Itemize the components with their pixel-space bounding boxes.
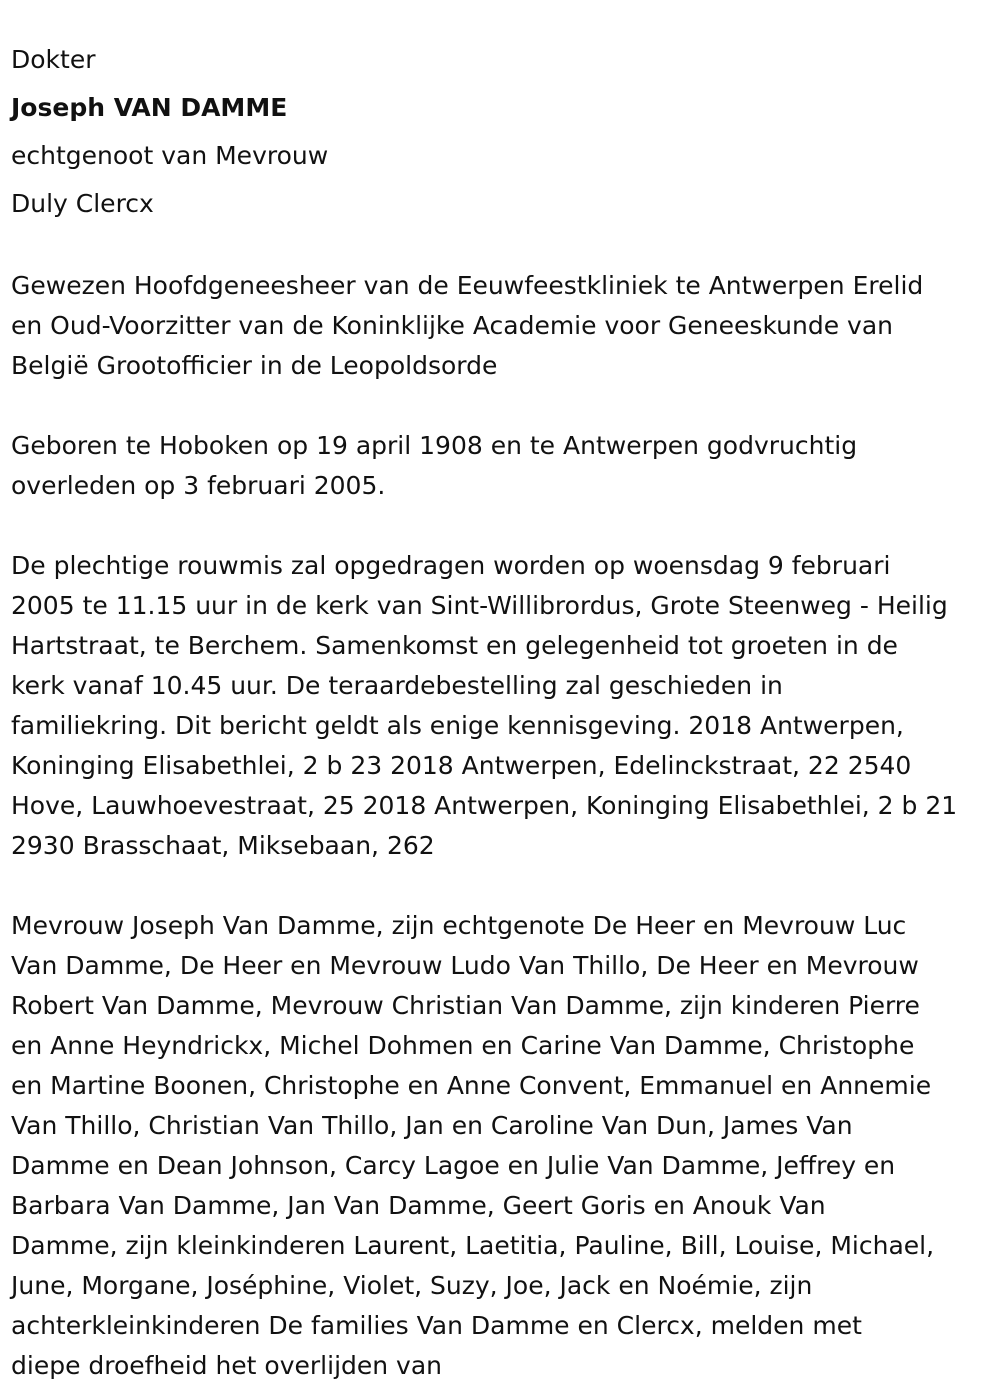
titles-paragraph <box>11 266 988 386</box>
paragraph-line: en Anne Heyndrickx, Michel Dohmen en Carine Van Damme, Christophe <box>11 1031 915 1060</box>
funeral-details-paragraph <box>11 546 988 866</box>
title-prefix: Dokter <box>11 45 96 74</box>
paragraph-line: Van Damme, De Heer en Mevrouw Ludo Van Thillo, De Heer en Mevrouw <box>11 951 919 980</box>
paragraph-line: Mevrouw Joseph Van Damme, zijn echtgenote De Heer en Mevrouw Luc <box>11 911 907 940</box>
relation-text: echtgenoot van Mevrouw <box>11 141 329 170</box>
spacer <box>11 386 988 426</box>
spacer <box>11 866 988 906</box>
paragraph-line: België Grootofficier in de Leopoldsorde <box>11 351 498 380</box>
paragraph-line: 2005 te 11.15 uur in de kerk van Sint-Willibrordus, Grote Steenweg - Heilig <box>11 591 948 620</box>
paragraph-line: Damme, zijn kleinkinderen Laurent, Laetitia, Pauline, Bill, Louise, Michael, <box>11 1231 935 1260</box>
paragraph-line: achterkleinkinderen De families Van Damme en Clercx, melden met <box>11 1311 862 1340</box>
spacer <box>11 506 988 546</box>
paragraph-line: June, Morgane, Joséphine, Violet, Suzy, Joe, Jack en Noémie, zijn <box>11 1271 813 1300</box>
paragraph-line: Damme en Dean Johnson, Carcy Lagoe en Julie Van Damme, Jeffrey en <box>11 1151 896 1180</box>
spouse-name: Duly Clercx <box>11 189 154 218</box>
spacer <box>11 228 988 266</box>
paragraph-line: 2930 Brasschaat, Miksebaan, 262 <box>11 831 435 860</box>
family-paragraph <box>11 906 988 1386</box>
paragraph-line: overleden op 3 februari 2005. <box>11 471 386 500</box>
paragraph-line: Koninging Elisabethlei, 2 b 23 2018 Antwerpen, Edelinckstraat, 22 2540 <box>11 751 912 780</box>
paragraph-line: en Martine Boonen, Christophe en Anne Convent, Emmanuel en Annemie <box>11 1071 932 1100</box>
paragraph-line: Robert Van Damme, Mevrouw Christian Van Damme, zijn kinderen Pierre <box>11 991 920 1020</box>
paragraph-line: Van Thillo, Christian Van Thillo, Jan en Caroline Van Dun, James Van <box>11 1111 853 1140</box>
paragraph-line: Geboren te Hoboken op 19 april 1908 en te Antwerpen godvruchtig <box>11 431 858 460</box>
paragraph-line: Barbara Van Damme, Jan Van Damme, Geert Goris en Anouk Van <box>11 1191 826 1220</box>
deceased-name: Joseph VAN DAMME <box>11 93 288 122</box>
paragraph-line: De plechtige rouwmis zal opgedragen worden op woensdag 9 februari <box>11 551 891 580</box>
birth-death-paragraph <box>11 426 988 506</box>
paragraph-line: Hove, Lauwhoevestraat, 25 2018 Antwerpen, Koninging Elisabethlei, 2 b 21 <box>11 791 958 820</box>
paragraph-line: kerk vanaf 10.45 uur. De teraardebestelling zal geschieden in <box>11 671 783 700</box>
paragraph-line: Gewezen Hoofdgeneesheer van de Eeuwfeestkliniek te Antwerpen Erelid <box>11 271 924 300</box>
paragraph-line: en Oud-Voorzitter van de Koninklijke Academie voor Geneeskunde van <box>11 311 893 340</box>
paragraph-line: Hartstraat, te Berchem. Samenkomst en gelegenheid tot groeten in de <box>11 631 898 660</box>
paragraph-line: familiekring. Dit bericht geldt als enige kennisgeving. 2018 Antwerpen, <box>11 711 904 740</box>
paragraph-line: diepe droefheid het overlijden van <box>11 1351 443 1380</box>
